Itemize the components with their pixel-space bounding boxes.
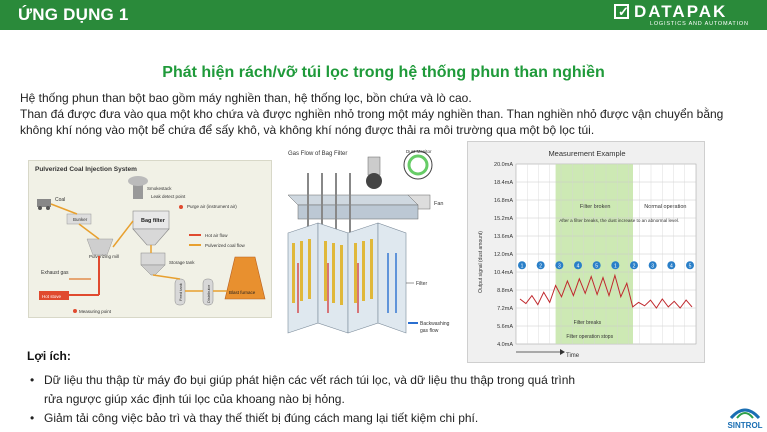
label-feed-tank: Feed tank	[178, 283, 183, 301]
chart-annotation: Filter breaks	[573, 320, 602, 326]
bag-filter-drawing	[278, 143, 464, 343]
intro-text	[20, 90, 750, 138]
measurement-chart	[467, 141, 705, 363]
chart-y-tick-label: 12.0mA	[494, 252, 513, 258]
label-bunker: Bunker	[73, 217, 88, 222]
sintrol-logo	[725, 400, 765, 430]
benefit-item-1-cont: rửa ngược giúp xác định túi lọc của khoang nào bị hỏng.	[44, 392, 345, 406]
benefits-list	[30, 371, 590, 428]
benefit-item-1: • Dữ liệu thu thập từ máy đo bụi giúp phát hiện các vết rách túi lọc, và dữ liệu thu thập trong quá trình	[30, 371, 590, 390]
label-bag-filter: Bag filter	[141, 218, 165, 224]
label-smokestack: Smokestack	[147, 186, 172, 191]
logo-name: DATAPAK	[634, 2, 728, 21]
chart-y-tick-label: 18.4mA	[494, 180, 513, 186]
chart-y-tick-label: 15.2mA	[494, 216, 513, 222]
chart-marker-label: 4	[669, 263, 673, 270]
chart-annotation: After a filter breaks, the dust increase to an abnormal level.	[559, 218, 680, 223]
label-distributor: Distributor	[206, 284, 211, 303]
label-gas-flow: gas flow	[420, 328, 439, 334]
diagram1-title: Pulverized Coal Injection System	[35, 166, 137, 173]
chart-y-tick-label: 13.6mA	[494, 234, 513, 240]
legend-pulverized-coal: Pulverized coal flow	[205, 243, 245, 248]
checkbox-icon: ✓	[614, 4, 629, 19]
chart-x-axis-arrowhead	[560, 349, 565, 355]
label-coal: Coal	[55, 197, 66, 203]
coal-injection-diagram	[28, 160, 272, 318]
label-dust-monitor: Dust Monitor	[406, 149, 432, 154]
chart-x-axis-label: Time	[566, 353, 580, 359]
chart-y-axis-label: Output signal (dust amount)	[478, 231, 484, 293]
chart-annotation: Filter operation stops	[566, 334, 614, 340]
chart-marker-label: 5	[688, 263, 692, 270]
benefit-item-2: • Giảm tải công việc bảo trì và thay thế thiết bị đúng cách mang lại tiết kiệm chi phí.	[30, 409, 590, 428]
chart-marker-label: 1	[613, 263, 617, 270]
label-leak-detect: Leak detect point	[151, 194, 186, 199]
chart-y-tick-label: 20.0mA	[494, 162, 513, 168]
chart-y-tick-label: 8.8mA	[497, 288, 513, 294]
chart-y-tick-label: 16.8mA	[494, 198, 513, 204]
chart-marker-label: 3	[557, 263, 561, 270]
label-exhaust-gas: Exhaust gas	[41, 270, 69, 276]
label-backwashing: Backwashing	[420, 321, 450, 327]
label-hot-stove: Hot stove	[42, 294, 62, 299]
datapak-logo	[614, 2, 759, 28]
chart-marker-label: 5	[595, 263, 599, 270]
sintrol-logo-icon	[725, 400, 765, 422]
chart-region-label: Filter broken	[579, 204, 611, 210]
label-filter: Filter	[416, 281, 428, 287]
label-purge-air: Purge air (instrument air)	[187, 204, 237, 209]
chart-marker-label: 1	[520, 263, 524, 270]
benefits-title: Lợi ích:	[27, 349, 71, 363]
section-title: ỨNG DỤNG 1	[18, 5, 129, 24]
diagram2-title: Gas Flow of Bag Filter	[288, 151, 348, 157]
chart-y-tick-label: 5.6mA	[497, 324, 513, 330]
chart-y-tick-label: 10.4mA	[494, 270, 513, 276]
measurement-chart-svg	[468, 142, 706, 364]
intro-line-2: Than đá được đưa vào qua một kho chứa và được nghiền nhỏ trong một máy nghiền than. Than nghiền nhỏ được vận chuyển bằng không khí nóng vào một bể chứa để sấy khô, và không khí nóng được thải ra môi trường qua một bộ lọc túi.	[20, 107, 724, 137]
header-bar	[0, 0, 767, 30]
chart-title: Measurement Example	[548, 149, 626, 158]
logo-subtitle: LOGISTICS AND AUTOMATION	[650, 21, 749, 27]
chart-marker-label: 4	[576, 263, 580, 270]
label-blast-furnace: Blast furnace	[229, 290, 256, 295]
chart-region-label: Normal operation	[644, 204, 687, 210]
label-storage-tank: Storage tank	[169, 260, 195, 265]
chart-marker-label: 3	[651, 263, 655, 270]
label-fan: Fan	[434, 201, 444, 207]
intro-line-1: Hệ thống phun than bột bao gồm máy nghiền than, hệ thống lọc, bồn chứa và lò cao.	[20, 91, 472, 105]
chart-y-tick-label: 4.0mA	[497, 342, 513, 348]
label-pulverizing-mill: Pulverizing mill	[89, 254, 120, 259]
sintrol-brand: SINTROL	[727, 421, 763, 430]
legend-hot-air: Hot air flow	[205, 233, 228, 238]
chart-marker-label: 2	[539, 263, 543, 270]
bag-filter-gas-flow-diagram	[278, 143, 464, 343]
chart-y-tick-label: 7.2mA	[497, 306, 513, 312]
coal-injection-drawing	[29, 161, 273, 319]
chart-marker-label: 2	[632, 263, 636, 270]
label-measuring-point: Measuring point	[79, 309, 112, 314]
slide-title: Phát hiện rách/vỡ túi lọc trong hệ thống phun than nghiền	[162, 64, 605, 81]
